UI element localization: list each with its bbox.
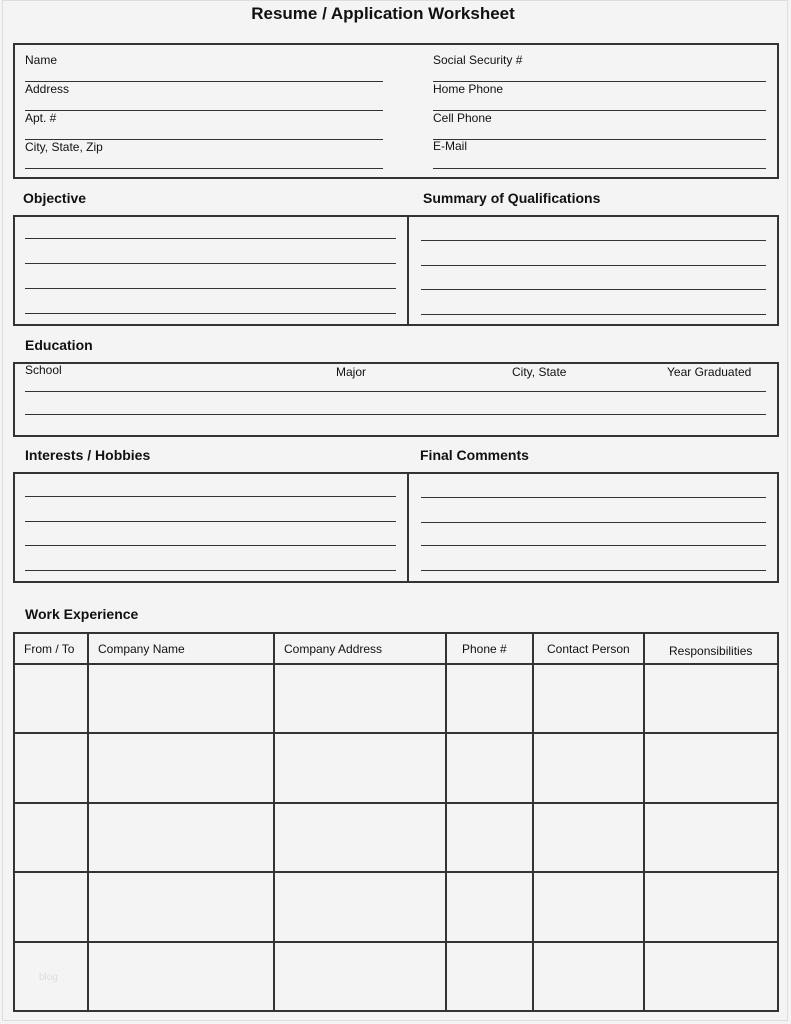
table-cell[interactable] xyxy=(644,942,778,1011)
watermark: blog xyxy=(39,972,58,983)
interests-writing-line[interactable] xyxy=(25,496,396,497)
table-cell[interactable] xyxy=(88,942,274,1011)
summary-writing-line[interactable] xyxy=(421,265,766,266)
objective-heading: Objective xyxy=(23,190,87,206)
table-cell[interactable] xyxy=(14,803,88,872)
table-cell[interactable] xyxy=(88,664,274,733)
table-cell[interactable] xyxy=(533,942,644,1011)
table-row xyxy=(14,803,778,872)
objective-writing-line[interactable] xyxy=(25,238,396,239)
contact-input-line-left[interactable] xyxy=(25,168,383,169)
table-cell[interactable] xyxy=(274,872,446,941)
table-cell[interactable] xyxy=(14,872,88,941)
summary-writing-line[interactable] xyxy=(421,314,766,315)
summary-writing-line[interactable] xyxy=(421,289,766,290)
year-graduated-label: Year Graduated xyxy=(667,365,752,379)
objective-writing-line[interactable] xyxy=(25,263,396,264)
contact-section xyxy=(13,43,779,179)
city-state-label: City, State xyxy=(512,365,567,379)
apt-label: Apt. # xyxy=(25,111,57,125)
contact-input-line-right[interactable] xyxy=(433,168,766,169)
education-heading: Education xyxy=(25,337,93,353)
table-row xyxy=(14,733,778,802)
comments-writing-line[interactable] xyxy=(421,522,766,523)
ssn-label: Social Security # xyxy=(433,53,523,67)
name-label: Name xyxy=(25,53,58,67)
comments-writing-line[interactable] xyxy=(421,570,766,571)
objective-writing-line[interactable] xyxy=(25,313,396,314)
table-cell[interactable] xyxy=(274,733,446,802)
table-cell[interactable] xyxy=(274,803,446,872)
col-from-to: From / To xyxy=(14,633,88,664)
table-cell[interactable] xyxy=(533,733,644,802)
table-cell[interactable] xyxy=(274,942,446,1011)
comments-writing-line[interactable] xyxy=(421,497,766,498)
table-header-row xyxy=(14,633,778,664)
education-writing-line[interactable] xyxy=(25,391,766,392)
table-cell[interactable] xyxy=(533,872,644,941)
table-cell[interactable] xyxy=(533,803,644,872)
column-divider xyxy=(407,472,409,583)
table-cell[interactable] xyxy=(88,803,274,872)
table-cell[interactable] xyxy=(644,803,778,872)
table-cell[interactable] xyxy=(274,664,446,733)
table-cell[interactable] xyxy=(88,872,274,941)
table-row xyxy=(14,664,778,733)
address-label: Address xyxy=(25,82,70,96)
interests-comments-box xyxy=(13,472,779,583)
table-row xyxy=(14,872,778,941)
col-company-name: Company Name xyxy=(88,633,274,664)
col-company-address: Company Address xyxy=(274,633,446,664)
cell-phone-label: Cell Phone xyxy=(433,111,492,125)
contact-input-line-right[interactable] xyxy=(433,139,766,140)
col-phone: Phone # xyxy=(446,633,533,664)
education-writing-line[interactable] xyxy=(25,414,766,415)
summary-writing-line[interactable] xyxy=(421,240,766,241)
interests-writing-line[interactable] xyxy=(25,521,396,522)
column-divider xyxy=(407,215,409,326)
comments-writing-line[interactable] xyxy=(421,545,766,546)
table-cell[interactable] xyxy=(14,733,88,802)
summary-heading: Summary of Qualifications xyxy=(423,190,601,206)
contact-input-line-left[interactable] xyxy=(25,139,383,140)
table-cell[interactable] xyxy=(644,733,778,802)
contact-input-line-right[interactable] xyxy=(433,81,766,82)
work-experience-heading: Work Experience xyxy=(25,606,139,622)
interests-heading: Interests / Hobbies xyxy=(25,447,151,463)
col-responsibilities: Responsibilities xyxy=(644,633,778,664)
contact-input-line-left[interactable] xyxy=(25,81,383,82)
table-cell[interactable] xyxy=(446,942,533,1011)
contact-input-line-left[interactable] xyxy=(25,110,383,111)
col-contact-person: Contact Person xyxy=(533,633,644,664)
table-cell[interactable] xyxy=(446,733,533,802)
contact-input-line-right[interactable] xyxy=(433,110,766,111)
table-cell[interactable] xyxy=(446,803,533,872)
interests-writing-line[interactable] xyxy=(25,570,396,571)
table-cell[interactable] xyxy=(644,664,778,733)
page-title: Resume / Application Worksheet xyxy=(251,4,515,23)
home-phone-label: Home Phone xyxy=(433,82,504,96)
table-cell[interactable] xyxy=(644,872,778,941)
objective-summary-box xyxy=(13,215,779,326)
city-state-zip-label: City, State, Zip xyxy=(25,140,103,154)
school-label: School xyxy=(25,363,62,377)
table-cell[interactable] xyxy=(14,664,88,733)
table-row xyxy=(14,942,778,1011)
table-cell[interactable] xyxy=(88,733,274,802)
table-cell[interactable] xyxy=(533,664,644,733)
final-comments-heading: Final Comments xyxy=(420,447,529,463)
work-experience-table xyxy=(13,632,779,1012)
table-cell[interactable] xyxy=(446,664,533,733)
education-box xyxy=(13,362,779,437)
email-label: E-Mail xyxy=(433,139,468,153)
table-cell[interactable] xyxy=(446,872,533,941)
objective-writing-line[interactable] xyxy=(25,288,396,289)
major-label: Major xyxy=(336,365,367,379)
interests-writing-line[interactable] xyxy=(25,545,396,546)
